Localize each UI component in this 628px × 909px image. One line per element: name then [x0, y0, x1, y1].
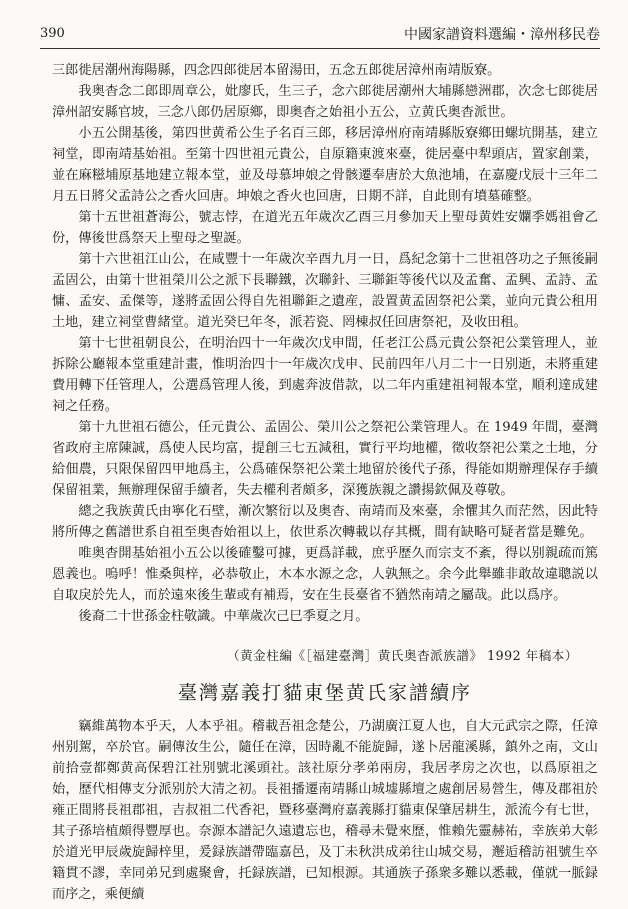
running-head [40, 22, 600, 44]
section-title: 臺灣嘉義打貓東堡黄氏家譜續序 [177, 682, 472, 704]
paragraph: 後裔二十世孫金柱敬識。中華歲次己巳季夏之月。 [78, 609, 369, 624]
paragraph: 第十九世祖石德公，任元貴公、孟固公、榮川公之祭祀公業管理人。在 1949 年間，臺灣省政府主席陳誠，爲使人民均富，提創三七五減租，實行平均地權，徵收祭祀公業之土地，分給佃農，只限保留四甲地爲主，公爲確保祭祀公業土地留於後代子孫，得能如期辦理保存手續保留祖業，無辦理保留手續者，失去權利者頗多，深獲族親之讚揚欽佩及尊敬。 [52, 420, 598, 498]
page-number: 390 [40, 26, 65, 41]
paragraph: 唯奥杳開基始祖小五公以後確鑿可據，更爲詳載，庶乎歷久而宗支不紊，得以别親疏而篤恩義也。嗚呼！惟桑與梓，必恭敬止，木本水源之念，人孰無之。余今此舉雖非敢故違聰説以自取戾於先人，而於遠來後生輩或有補焉，安在生長臺省不猶然南靖之屬哉。此以爲序。 [52, 546, 598, 603]
paragraph: 總之我族黄氏由寧化石壁，漸次繁衍以及奥杳、南靖而及來臺，余懼其久而茫然，因此特將所傳之舊譜世系自祖至奥杳始祖以上，依世系次轉載以存其概，間有缺略可疑者當是難免。 [52, 504, 598, 540]
paragraph: 三郎徙居潮州海陽縣，四念四郎徙居本留湯田，五念五郎徙居漳州南靖版寮。 [52, 63, 501, 78]
body-text [52, 60, 598, 905]
paragraph: 第十七世祖朝良公，在明治四十一年歲次戊申間，任老江公爲元貴公祭祀公業管理人，並拆除公廳報本堂重建計畫，惟明治四十一年歲次戊申、民前四年八月二十一日别逝，未將重建費用轉下任管理人，公選爲管理人後，到處奔波借款，以二年内重建祖祠報本堂，順利達成建祠之任務。 [52, 336, 598, 414]
paragraph: 第十六世祖江山公，在咸豐十一年歲次辛酉九月一日，爲紀念第十二世祖啓功之子無後嗣孟固公，由第十世祖榮川公之派下長聯鐵，次聯針、三聯鉅等後代以及孟奮、孟興、孟詩、孟慵、孟安、孟傑等，遂將孟固公得自先祖聯鉅之遺産，設置黄孟固祭祀公業，並向元貴公租用土地，建立祠堂曹緒堂。道光癸巳年冬，派若瓷、罔棟叔任回唐祭祀，及收田租。 [52, 252, 598, 330]
paragraph: 小五公開基後，第四世黄希公生子名百三郎，移居漳州府南靖縣版寮鄉田螺坑開基，建立祠堂，即南靖基始祖。至第十四世祖元貴公，自原籍東渡來臺，徙居臺中犁頭店，置家創業，並在麻糍埔原基地建立報本堂，並及母慕坤娘之骨骸遷奉唐於大魚池埔，在嘉慶戊辰十三年二月五日將父孟詩公之香火回唐。坤娘之香火也回唐，日期不詳，自此則有墳墓確整。 [52, 126, 598, 204]
source-citation: （黄金柱編《［福建臺灣］黄氏奥杳派族譜》 1992 年稿本） [226, 648, 578, 663]
paragraph: 我奥杳念二郎即周章公，妣廖氏，生三子，念六郎徙居潮州大埔縣戀洲郡，次念七郎徙居漳州詔安縣官坡，三念八郎仍居原鄉，即奥杳之始祖小五公，立黄氏奥杳派世。 [52, 84, 598, 120]
book-title: 中國家譜資料選編・漳州移民卷 [404, 27, 600, 43]
paragraph: 第十五世祖蒼海公，號志悖，在道光五年歲次乙酉三月參加天上聖母黄姓安孄季媽祖會乙份，傳後世爲祭天上聖母之聖誕。 [52, 210, 598, 246]
header-rule [40, 48, 600, 49]
paragraph: 竊維萬物本乎天，人本乎祖。稽載吾祖念楚公，乃湖廣江夏人也，自大元武宗之際，任漳州别駕，卒於官。嗣傳汝生公，隨任在漳，因時亂不能旋歸，遂卜居龍溪縣，鎮外之南，文山前拾壹都鄭黄高保碧江社别號北溪頭社。該社原分孝弟兩房，我居孝房之次也，以爲原祖之始，歷代相傳支分派别於大清之初。長祖播遷南靖縣山城墟縣壇之處創居易營生，傳及郡祖於雍正間將長祖郡祖，吉叔祖二代香祀，暨移臺灣府嘉義縣打貓東保肇居耕生，派流今有七世，其子孫培植頗得豐厚也。奈源本譜記久遠遺忘也，稽尋未覺來歷，惟賴先靈赫祐，幸族弟大彰於道光甲辰歲旋歸梓里，爰録族譜帶臨嘉邑，及丁未秋洪成弟往山城交易，邂逅稽訪祖號生卒籍貫不謬，幸同弟兄到處聚會，托録族譜，已知根源。其通族子孫衆多難以悉載，僅就一脈録而序之，乘便續 [52, 719, 598, 902]
